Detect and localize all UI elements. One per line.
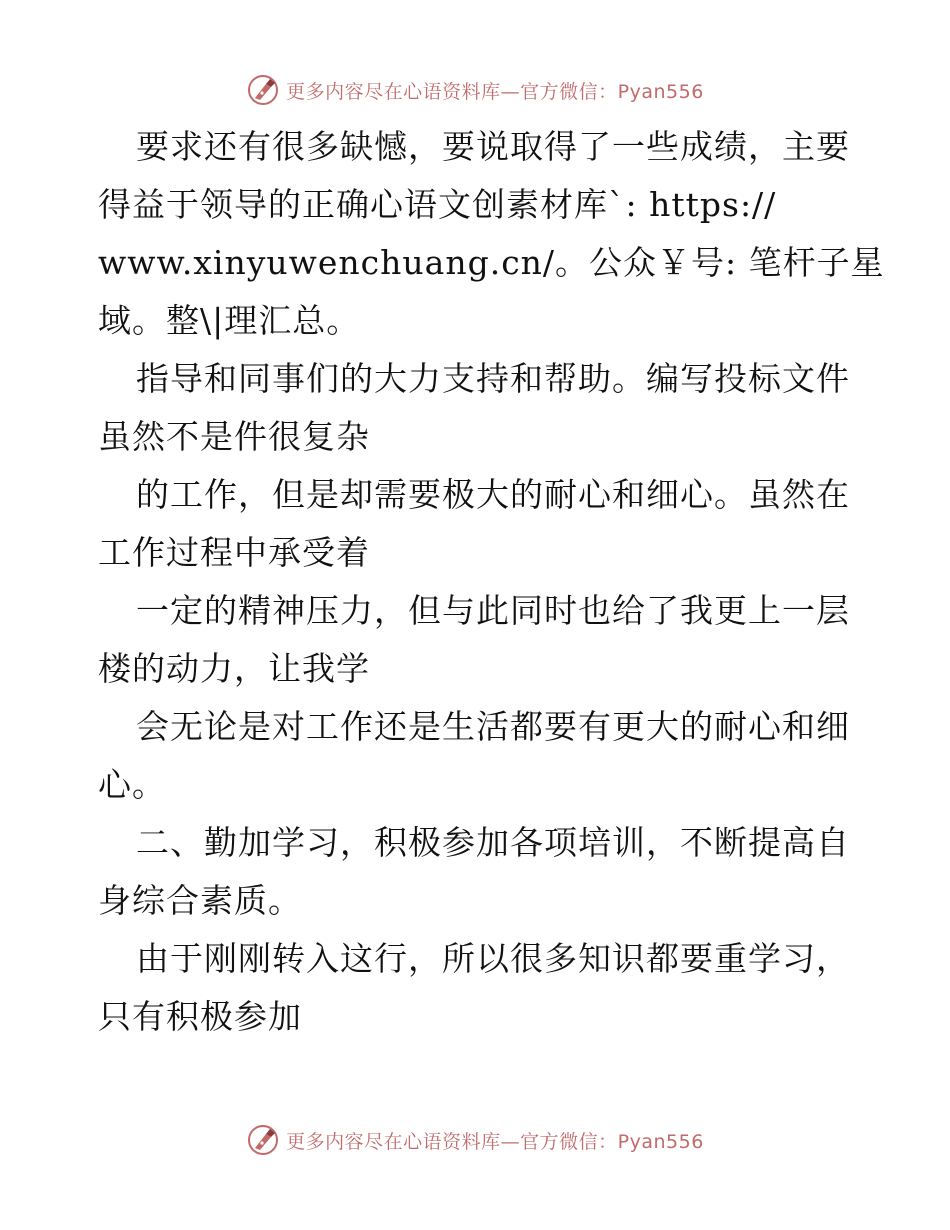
body-text-line: 指导和同事们的大力支持和帮助。编写投标文件 [136,359,850,398]
body-text-line: 二、勤加学习，积极参加各项培训，不断提高自 [136,823,850,862]
header-watermark-banner [0,70,950,110]
body-text-line: 的工作，但是却需要极大的耐心和细心。虽然在 [136,475,850,514]
body-text-line: 虽然不是件很复杂 [98,417,370,456]
body-text-line: 身综合素质。 [98,881,302,920]
watermark-wechat-text: 官方微信：Pyan556 [520,80,704,103]
watermark-dash: — [500,1130,521,1153]
watermark-site-text: 更多内容尽在心语资料库 [286,1130,501,1153]
watermark-text [286,1127,704,1154]
document-body [98,118,885,1046]
body-text-line: 会无论是对工作还是生活都要有更大的耐心和细 [136,707,850,746]
watermark-text [286,77,704,104]
footer-watermark-banner [0,1120,950,1160]
watermark-site-text: 更多内容尽在心语资料库 [286,80,501,103]
pen-nib-logo-icon [246,1123,280,1157]
watermark-wechat-text: 官方微信：Pyan556 [520,1130,704,1153]
body-text-line: 得益于领导的正确心语文创素材库`: https:// [98,185,777,224]
watermark-dash: — [500,80,521,103]
body-text-line: 楼的动力，让我学 [98,649,370,688]
body-text-line: 要求还有很多缺憾，要说取得了一些成绩，主要 [136,127,850,166]
body-text-line: 由于刚刚转入这行，所以很多知识都要重学习， [136,939,850,978]
body-text-line: 一定的精神压力，但与此同时也给了我更上一层 [136,591,850,630]
body-text-line: 心。 [98,765,166,804]
body-text-line: www.xinyuwenchuang.cn/。公众￥号: 笔杆子星 [98,243,885,282]
pen-nib-logo-icon [246,73,280,107]
body-text-line: 域。整\|理汇总。 [98,301,361,340]
body-text-line: 只有积极参加 [98,997,302,1036]
body-text-line: 工作过程中承受着 [98,533,370,572]
